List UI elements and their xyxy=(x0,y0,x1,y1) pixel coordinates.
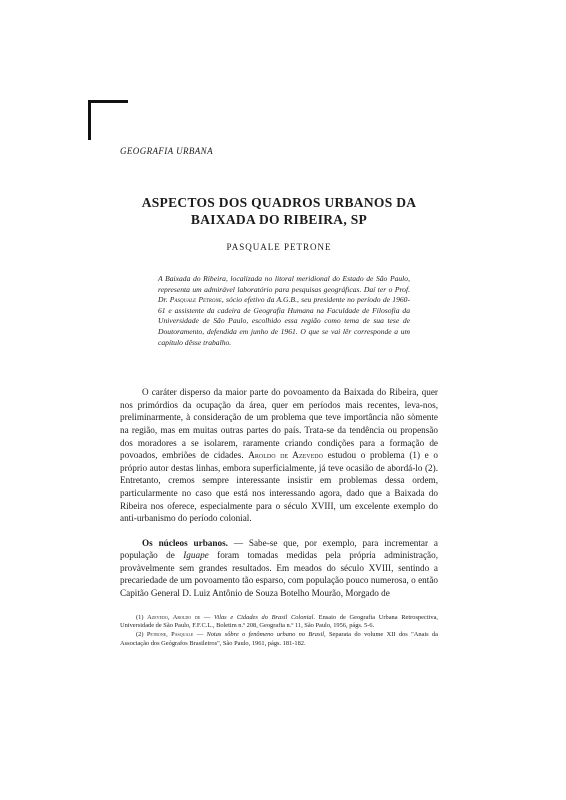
paragraph-2-text-1: — Sabe-se que, por exemplo, para incrementar a população de xyxy=(120,537,438,561)
abstract-author-name: Pasquale Petrone xyxy=(169,295,222,305)
abstract-text-2: , sócio efetivo da A.G.B., seu presidente no período de 1960-61 e assistente da cadeira de Geografia Humana na Faculdade de Filosofia da Universidade de São Paulo, escolhido essa região como tema de sua tese de Doutoramento, defendida em junho de 1961. O que se vai lêr corresponde a um capítulo dêsse trabalho. xyxy=(158,295,410,347)
body-text xyxy=(120,386,438,600)
paragraph-1-text-1: O caráter disperso da maior parte do povoamento da Baixada do Ribeira, quer nos primórdios da ocupação da área, quer em períodos mais recentes, leva-nos, preliminarmente, à consideração de um problema que teve importância não sòmente na região, mas em muitas outras partes do país. Trata-se da tendência ou propensão dos moradores a se isolarem, raramente criando condições para a formação de povoados, embriões de cidades. xyxy=(120,387,438,461)
title-line-1: ASPECTOS DOS QUADROS URBANOS DA xyxy=(141,195,417,210)
title-line-2: BAIXADA DO RIBEIRA, SP xyxy=(190,212,368,227)
journal-page xyxy=(120,146,438,648)
cited-author-name: Aroldo de Azevedo xyxy=(248,450,323,461)
abstract-text-1: A Baixada do Ribeira, localizada no litoral meridional do Estado de São Paulo, representa um admirável laboratório para pesquisas geográficas. Daí ter o Prof. Dr. xyxy=(158,274,410,305)
footnote-2 xyxy=(120,631,438,648)
footnote-title: Vilas e Cidades do Brasil Colonial xyxy=(213,613,314,621)
footnote-separator: — xyxy=(200,613,214,621)
footnote-marker: (1) xyxy=(136,613,144,621)
footnotes xyxy=(120,614,438,649)
article-title xyxy=(120,194,438,228)
footnote-author: Petrone, Pasquale xyxy=(146,631,194,639)
footnote-details: , Separata do volume XII dos "Anais da Associação dos Geógrafos Brasileiros", São Paulo, 1961, págs. 181-182. xyxy=(120,631,439,647)
paragraph-2-text-2: foram tomadas medidas pela própria administração, provàvelmente sem grandes resultados. Em meados do século XVIII, sentindo a precariedade de um povoamento tão esparso, com população pouco numerosa, o então Capitão General D. Luiz Antônio de Souza Botelho Mourão, Morgado de xyxy=(120,550,438,599)
author-name: PASQUALE PETRONE xyxy=(226,242,332,252)
footnote-1 xyxy=(120,614,438,631)
running-head: GEOGRAFIA URBANA xyxy=(120,146,213,156)
corner-crop-mark xyxy=(88,100,128,140)
paragraph-1-text-2: estudou o problema (1) e o próprio autor destas linhas, embora superficialmente, já teve ocasião de abordá-lo (2). Entretanto, cremos sempre interessante insistir em problemas dessa ordem, particularmente no caso que está nos interessando agora, dado que a Baixada do Ribeira nos oferece, especialmente para o século XVIII, um excelente exemplo do anti-urbanismo do período colonial. xyxy=(120,450,438,524)
footnote-marker: (2) xyxy=(136,631,144,639)
footnote-author: Azevedo, Aroldo de xyxy=(147,613,201,621)
footnote-title: Notas sôbre o fenômeno urbano no Brasil xyxy=(206,631,325,639)
abstract xyxy=(158,274,410,348)
paragraph-1 xyxy=(120,386,438,525)
section-heading: Os núcleos urbanos. xyxy=(142,537,228,548)
paragraph-2 xyxy=(120,537,438,600)
footnote-details: . Ensaio de Geografia Urbana Retrospectiva, Universidade de São Paulo, F.F.C.L., Boletim n.º 208, Geografia n.º 11, São Paulo, 1956, págs. 5-6. xyxy=(120,613,438,630)
place-name-iguape: Iguape xyxy=(183,550,209,561)
footnote-separator: — xyxy=(193,631,207,639)
